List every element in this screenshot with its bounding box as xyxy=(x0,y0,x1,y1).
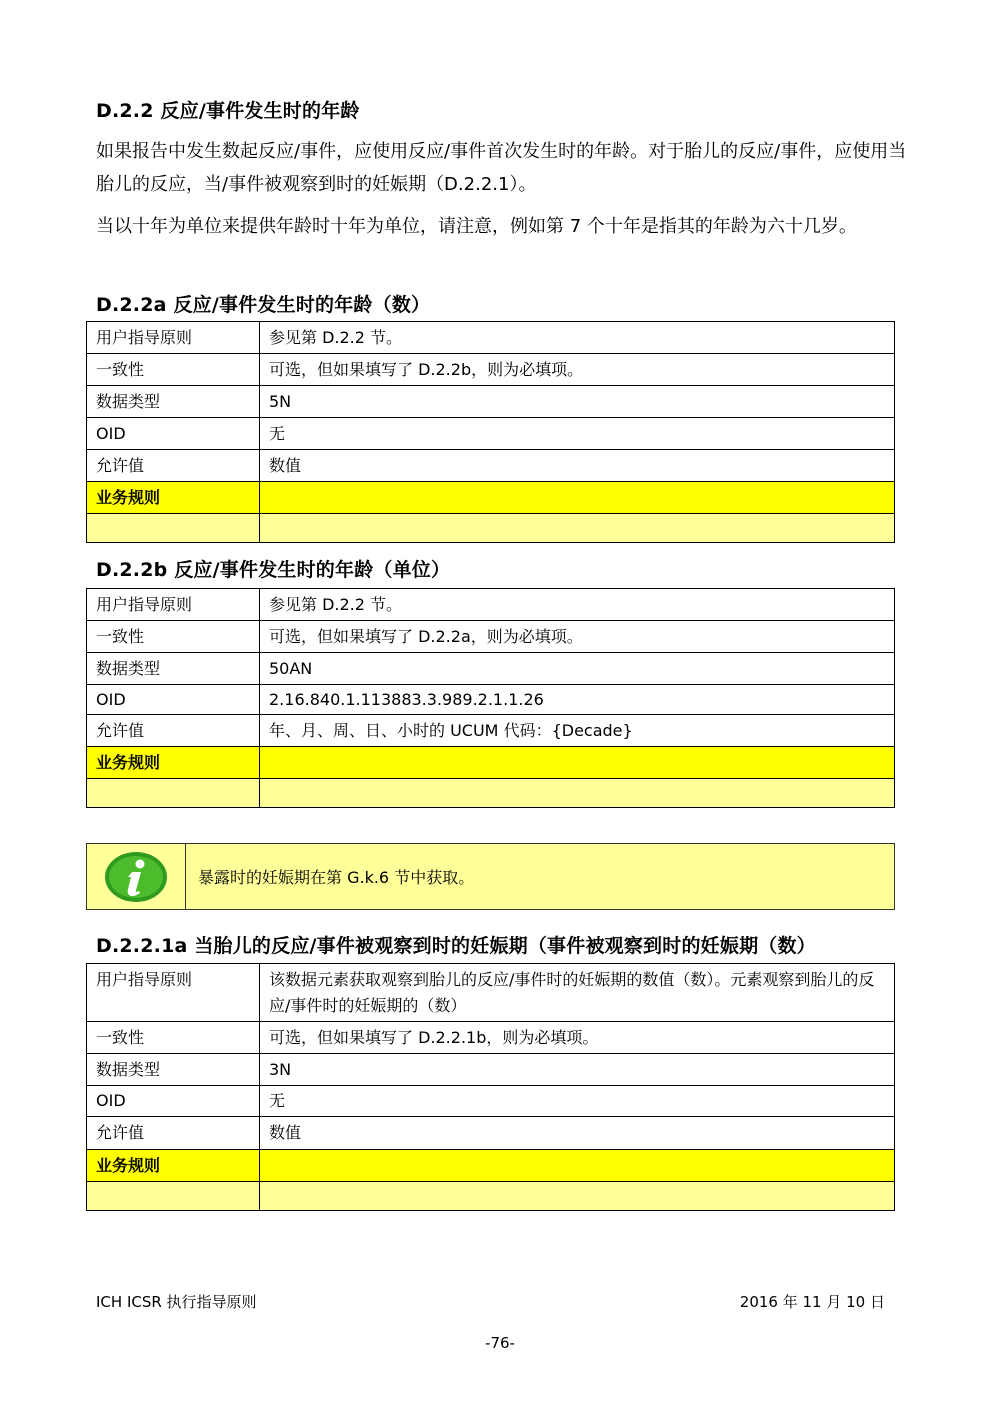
row-label: 用户指导原则 xyxy=(87,964,260,1022)
row-value: 5N xyxy=(260,386,895,418)
row-value: 3N xyxy=(260,1054,895,1086)
table-row xyxy=(87,715,895,747)
row-label: 用户指导原则 xyxy=(87,589,260,621)
row-value: 该数据元素获取观察到胎儿的反应/事件时的妊娠期的数值（数）。元素观察到胎儿的反应/事件时的妊娠期的（数） xyxy=(260,964,895,1022)
business-rule-label: 业务规则 xyxy=(87,482,260,514)
info-note-box xyxy=(86,843,895,910)
business-rule-value xyxy=(260,482,895,514)
row-value: 年、月、周、日、小时的 UCUM 代码：{Decade} xyxy=(260,715,895,747)
spec-table-d221a xyxy=(86,963,895,1211)
row-value: 可选，但如果填写了 D.2.2.1b，则为必填项。 xyxy=(260,1022,895,1054)
business-rule-body-row xyxy=(87,514,895,543)
row-label: 一致性 xyxy=(87,354,260,386)
row-label: 允许值 xyxy=(87,450,260,482)
table-row xyxy=(87,653,895,685)
table-row xyxy=(87,1022,895,1054)
table-row xyxy=(87,621,895,653)
row-value: 50AN xyxy=(260,653,895,685)
table-heading-d22a: D.2.2a 反应/事件发生时的年龄（数） xyxy=(96,294,431,316)
business-rule-label: 业务规则 xyxy=(87,747,260,779)
table-heading-d22b: D.2.2b 反应/事件发生时的年龄（单位） xyxy=(96,559,451,581)
business-rule-detail xyxy=(260,1182,895,1211)
table-row xyxy=(87,354,895,386)
business-rule-value xyxy=(260,747,895,779)
business-rule-body-row xyxy=(87,779,895,808)
paragraph-decade-note: 当以十年为单位来提供年龄时十年为单位，请注意，例如第 7 个十年是指其的年龄为六十几岁。 xyxy=(96,216,857,237)
business-rule-header-row xyxy=(87,1150,895,1182)
row-value: 可选，但如果填写了 D.2.2b，则为必填项。 xyxy=(260,354,895,386)
table-row xyxy=(87,964,895,1022)
row-label: OID xyxy=(87,685,260,715)
section-heading-d22: D.2.2 反应/事件发生时的年龄 xyxy=(96,100,360,122)
row-value: 无 xyxy=(260,418,895,450)
business-rule-detail xyxy=(260,779,895,808)
business-rule-label: 业务规则 xyxy=(87,1150,260,1182)
table-row xyxy=(87,322,895,354)
info-icon-cell xyxy=(87,844,186,909)
spec-table-d22b xyxy=(86,588,895,808)
business-rule-body-cell xyxy=(87,779,260,808)
row-label: 数据类型 xyxy=(87,386,260,418)
page-number: -76- xyxy=(485,1334,515,1352)
business-rule-value xyxy=(260,1150,895,1182)
business-rule-header-row xyxy=(87,747,895,779)
row-label: 一致性 xyxy=(87,1022,260,1054)
paragraph-multiple-events: 如果报告中发生数起反应/事件，应使用反应/事件首次发生时的年龄。对于胎儿的反应/事件，应使用当胎儿的反应，当/事件被观察到时的妊娠期（D.2.2.1）。 xyxy=(96,141,907,195)
business-rule-body-row xyxy=(87,1182,895,1211)
table-row xyxy=(87,1117,895,1150)
table-row xyxy=(87,685,895,715)
table-row xyxy=(87,1086,895,1117)
row-label: 一致性 xyxy=(87,621,260,653)
info-icon xyxy=(103,850,169,904)
table-row xyxy=(87,450,895,482)
table-row xyxy=(87,386,895,418)
row-label: 允许值 xyxy=(87,1117,260,1150)
table-row xyxy=(87,589,895,621)
table-heading-d221a: D.2.2.1a 当胎儿的反应/事件被观察到时的妊娠期（事件被观察到时的妊娠期（数） xyxy=(96,935,816,957)
business-rule-body-cell xyxy=(87,1182,260,1211)
row-value: 参见第 D.2.2 节。 xyxy=(260,589,895,621)
business-rule-detail xyxy=(260,514,895,543)
spec-table-d22a xyxy=(86,321,895,543)
table-row xyxy=(87,1054,895,1086)
row-value: 无 xyxy=(260,1086,895,1117)
business-rule-body-cell xyxy=(87,514,260,543)
row-label: 数据类型 xyxy=(87,1054,260,1086)
footer-document-title: ICH ICSR 执行指导原则 xyxy=(96,1293,257,1311)
row-value: 2.16.840.1.113883.3.989.2.1.1.26 xyxy=(260,685,895,715)
row-label: 允许值 xyxy=(87,715,260,747)
row-value: 可选，但如果填写了 D.2.2a，则为必填项。 xyxy=(260,621,895,653)
row-label: OID xyxy=(87,1086,260,1117)
business-rule-header-row xyxy=(87,482,895,514)
row-value: 参见第 D.2.2 节。 xyxy=(260,322,895,354)
row-value: 数值 xyxy=(260,450,895,482)
row-label: OID xyxy=(87,418,260,450)
row-label: 用户指导原则 xyxy=(87,322,260,354)
footer-date: 2016 年 11 月 10 日 xyxy=(739,1293,885,1311)
table-row xyxy=(87,418,895,450)
row-value: 数值 xyxy=(260,1117,895,1150)
info-note-text: 暴露时的妊娠期在第 G.k.6 节中获取。 xyxy=(198,868,475,887)
row-label: 数据类型 xyxy=(87,653,260,685)
